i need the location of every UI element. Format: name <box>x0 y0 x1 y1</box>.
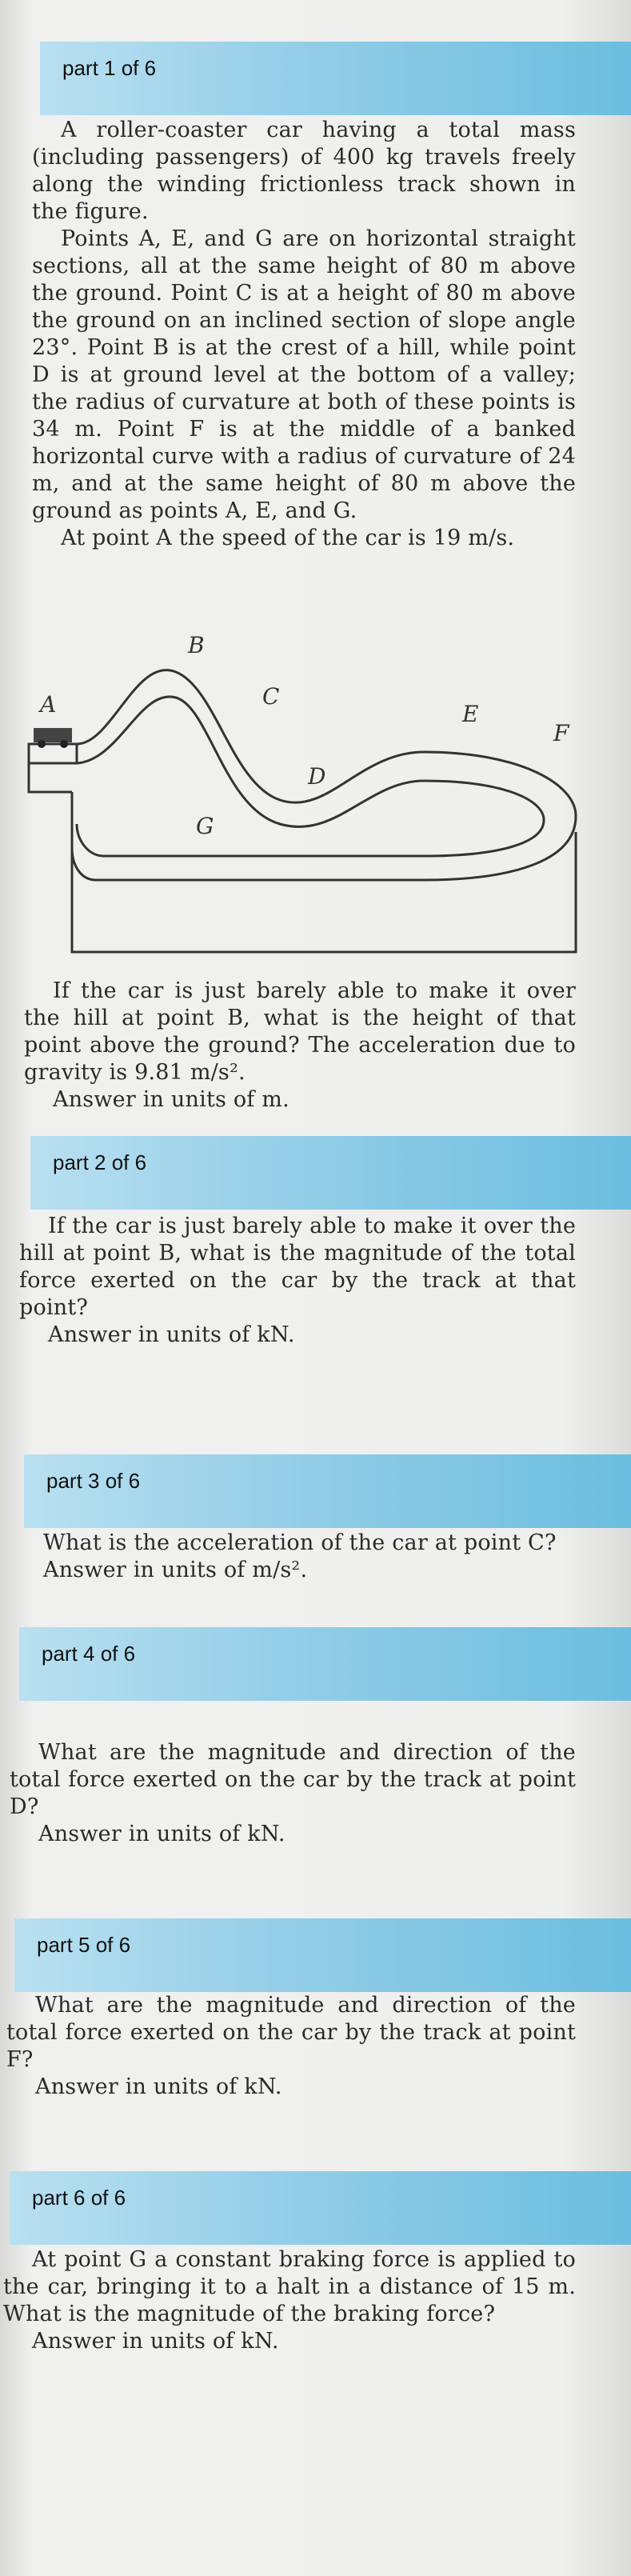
part-3-body <box>14 1530 576 1584</box>
part-1-answer-units: Answer in units of m. <box>53 1087 290 1112</box>
part-1-question: If the car is just barely able to make it over the hill at point B, what is the height of that point above the ground? The acceleration due to gravity is 9.81 m/s². <box>24 978 576 1085</box>
part-6-answer-units: Answer in units of kN. <box>32 2329 279 2354</box>
label-a: A <box>40 691 57 718</box>
part-2-header <box>30 1136 631 1210</box>
part-5-question: What are the magnitude and direction of the total force exerted on the car by the track at point F? <box>6 1993 576 2072</box>
coaster-car <box>34 728 72 742</box>
part-6-header-label: part 6 of 6 <box>32 2186 126 2210</box>
part-2-answer-units: Answer in units of kN. <box>48 1322 295 1347</box>
part-3-header-label: part 3 of 6 <box>46 1469 141 1493</box>
part-5-answer-units: Answer in units of kN. <box>35 2074 282 2099</box>
part-6-header <box>10 2171 631 2245</box>
part-6-question: At point G a constant braking force is applied to the car, bringing it to a halt in a distance of 15 m. What is the magnitude of the braking force? <box>3 2247 576 2326</box>
part-5-header <box>14 1918 631 1992</box>
part-1-header <box>40 42 631 115</box>
part-5-header-label: part 5 of 6 <box>37 1933 131 1957</box>
part-1-intro: A roller-coaster car having a total mass (including passengers) of 400 kg travels freely along the winding frictionless track shown in the figure. <box>32 118 576 224</box>
part-6-body <box>3 2246 576 2355</box>
part-2-body <box>19 1213 576 1349</box>
label-d: D <box>308 763 326 790</box>
part-4-question: What are the magnitude and direction of the total force exerted on the car by the track at point D? <box>10 1740 576 1819</box>
part-3-answer-units: Answer in units of m/s². <box>43 1558 308 1582</box>
part-1-speed: At point A the speed of the car is 19 m/s. <box>61 526 515 550</box>
part-5-body <box>6 1992 576 2101</box>
part-1-body <box>32 117 576 552</box>
label-g: G <box>196 813 214 839</box>
part-4-body <box>10 1739 576 1848</box>
part-1-header-label: part 1 of 6 <box>62 56 157 80</box>
part-2-question: If the car is just barely able to make it over the hill at point B, what is the magnitude of the total force exerted on the car by the track at that point? <box>19 1214 576 1320</box>
label-c: C <box>262 683 280 710</box>
part-4-header <box>19 1627 631 1701</box>
label-b: B <box>188 632 205 658</box>
part-4-answer-units: Answer in units of kN. <box>38 1822 286 1846</box>
label-f: F <box>553 720 569 746</box>
part-3-question: What is the acceleration of the car at point C? <box>43 1530 557 1555</box>
label-e: E <box>462 701 479 727</box>
part-2-header-label: part 2 of 6 <box>53 1150 147 1174</box>
part-1-question-block <box>24 978 576 1114</box>
part-3-header <box>24 1454 631 1528</box>
part-1-points: Points A, E, and G are on horizontal straight sections, all at the same height of 80 m above the ground. Point C is at a height of 80 m above the ground on an inclined section of slope angle 23°. Point B is at the crest of a hill, while point D is at ground level at the bottom of a valley; the radius of curvature at both of these points is 34 m. Point F is at the middle of a banked horizontal curve with a radius of curvature of 24 m, and at the same height of 80 m above the ground as points A, E, and G. <box>32 226 576 523</box>
part-4-header-label: part 4 of 6 <box>42 1642 136 1666</box>
roller-coaster-figure <box>24 624 584 976</box>
